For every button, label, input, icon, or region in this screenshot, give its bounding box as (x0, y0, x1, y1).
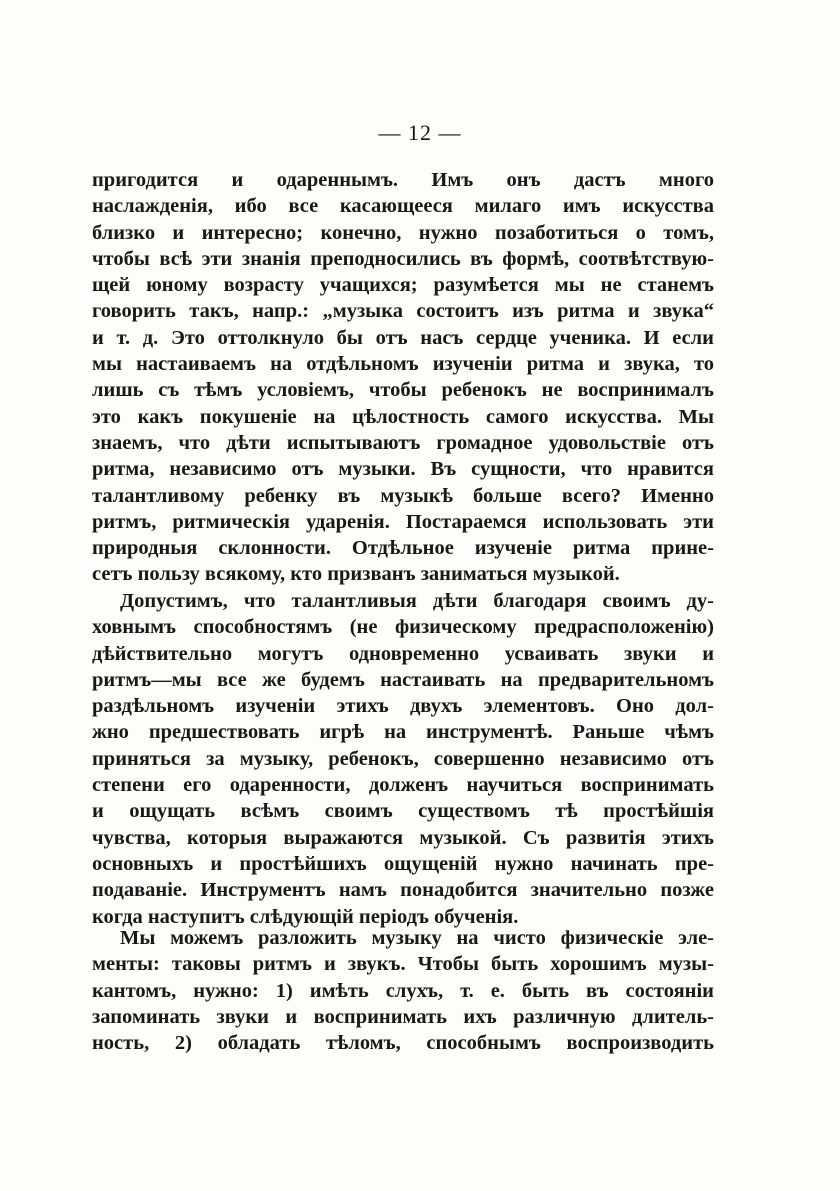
text-line: Мы можемъ разложить музыку на чисто физическіе эле- (120, 927, 714, 949)
text-line: приняться за музыку, ребенокъ, совершенно независимо отъ (92, 747, 714, 770)
text-line: говорить такъ, напр.: „музыка состоитъ изъ ритма и звука“ (92, 300, 714, 323)
text-line: ховнымъ способностямъ (не физическому предрасположенію) (92, 616, 714, 639)
text-line: и ощущать всѣмъ своимъ существомъ тѣ простѣйшія (92, 800, 714, 823)
paragraph-1 (92, 167, 714, 588)
text-line: ритмъ, ритмическія ударенія. Постараемся использовать эти (92, 510, 714, 533)
page-number: — 12 — (378, 120, 462, 145)
text-line: щей юному возрасту учащихся; разумѣется мы не станемъ (92, 274, 714, 297)
text-line: менты: таковы ритмъ и звукъ. Чтобы быть хорошимъ музы- (92, 953, 714, 976)
text-line: и т. д. Это оттолкнуло бы отъ насъ сердце ученика. И если (92, 326, 714, 349)
text-line: когда наступитъ слѣдующій періодъ обученія. (92, 905, 519, 928)
text-line: жно предшествовать игрѣ на инструментѣ. Раньше чѣмъ (92, 721, 714, 744)
text-line: Допустимъ, что талантливыя дѣти благодаря своимъ ду- (120, 590, 714, 612)
text-line: основныхъ и простѣйшихъ ощущеній нужно начинать пре- (92, 852, 714, 875)
text-line: раздѣльномъ изученіи этихъ двухъ элементовъ. Оно дол- (92, 695, 714, 718)
text-line: пригодится и одареннымъ. Имъ онъ дастъ много (92, 169, 714, 191)
text-line: близко и интересно; конечно, нужно позаботиться о томъ, (92, 221, 714, 244)
text-line: природныя склонности. Отдѣльное изученіе ритма прине- (92, 537, 714, 560)
text-line: знаемъ, что дѣти испытываютъ громадное удовольствіе отъ (92, 431, 714, 454)
text-line: мы настаиваемъ на отдѣльномъ изученіи ритма и звука, то (92, 353, 714, 376)
text-line: чувства, которыя выражаются музыкой. Съ развитія этихъ (92, 826, 714, 849)
text-line: кантомъ, нужно: 1) имѣть слухъ, т. е. быть въ состояніи (92, 979, 714, 1002)
paragraph-2 (92, 588, 714, 930)
text-line: ритмъ—мы все же будемъ настаивать на предварительномъ (92, 668, 714, 691)
text-line: лишь съ тѣмъ условіемъ, чтобы ребенокъ не воспринималъ (92, 379, 714, 402)
text-line: это какъ покушеніе на цѣлостность самого искусства. Мы (92, 405, 714, 428)
text-line: дѣйствительно могутъ одновременно усваивать звуки и (92, 642, 714, 665)
text-line: чтобы всѣ эти знанія преподносились въ формѣ, соотвѣтствую- (92, 247, 714, 270)
text-line: степени его одаренности, долженъ научиться воспринимать (92, 774, 714, 797)
paragraph-3 (92, 925, 714, 1056)
text-line: ность, 2) обладать тѣломъ, способнымъ воспроизводить (92, 1032, 714, 1055)
text-line: талантливому ребенку въ музыкѣ больше всего? Именно (92, 484, 714, 507)
text-line: наслажденія, ибо все касающееся милаго имъ искусства (92, 195, 714, 218)
text-line: подаваніе. Инструментъ намъ понадобится значительно позже (92, 879, 714, 902)
text-line: запоминать звуки и воспринимать ихъ различную длитель- (92, 1005, 714, 1028)
text-line: ритма, независимо отъ музыки. Въ сущности, что нравится (92, 458, 714, 481)
text-line: сетъ пользу всякому, кто призванъ заниматься музыкой. (92, 563, 620, 586)
